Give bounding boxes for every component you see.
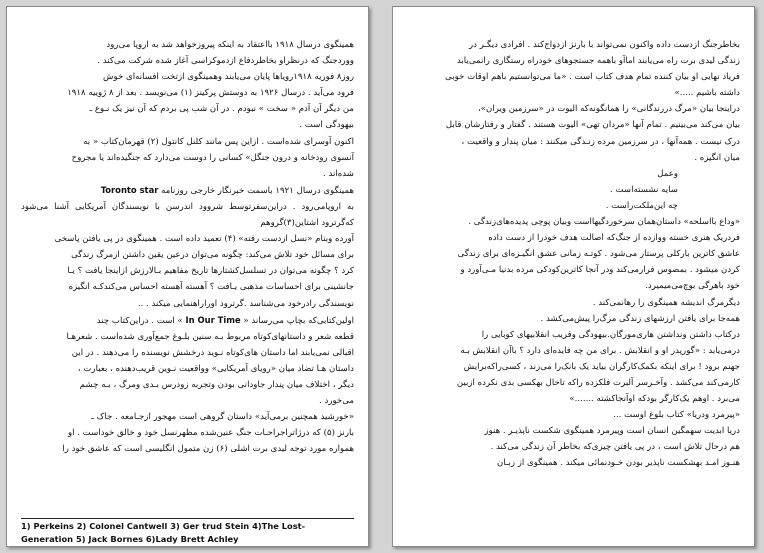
body-text: » است . دراین‌کتاب چند [96, 315, 186, 326]
text-line [21, 312, 354, 329]
text-line: هم درحال تلاش است ، در پی یافتن چیزی‌که بخاطر آن زندگی می‌کند . [490, 442, 740, 453]
text-line: درمی‌یابد : «گورپدر او و انقلابش . برای من چه فایده‌ای دارد ؟ باآن انقلابش بـه [460, 345, 740, 356]
text-line: دیگرمرگ اندیشه همینگوی را رهانمی‌کند . [592, 297, 740, 308]
text-line: درک نیست . همه‌آنها ، در سرزمین مرده زنـدگی میکنند : میان پندار و واقعیت ، [461, 136, 740, 147]
text-line: فریاد نهایی او بیان کننده تمام هدف کتاب است . «ما می‌توانستیم باهم اوقات خوبی [445, 72, 740, 83]
body-text: اولین‌کتابی‌که بچاپ می‌رساند « [240, 315, 354, 326]
footnote-line: 1) Perkeins 2) Colonel Cantwell 3) Ger trud Stein 4)The Lost- [21, 521, 306, 531]
text-line: ووردجنگ که درنظراو بخاطردفاع ازدموکراسی آغاز شده شرکت می‌کند . [97, 56, 354, 67]
text-line: فرود می‌آید . درسال ۱۹۲۶ به دوستش پرکینز (۱) می‌نویسد . بعد از ۸ ژوییه ۱۹۱۸ [67, 88, 354, 99]
text-line: می‌برد . اوهم یک‌کارگر بودکه اوآنجاکشته .......» [569, 394, 740, 405]
text-line: «پیرمرد ودریا» کتاب بلوغ اوست ... [613, 410, 740, 421]
text-line: همه‌جا برای یافتن ارزشهای زندگی مرگ‌را پیش‌می‌کشد . [540, 313, 740, 324]
text-line: داستان هـا تضاد میان «رویای آمریکایی» وواقعیت نـوین قریب‌دهنده ، بعبارت ، [77, 363, 354, 374]
text-line: درکتاب داشتن ونداشتن هاری‌مورگان‌.بیهودگی وفریب انقلابیهای کوبایی را [481, 329, 740, 340]
text-line: بارنز (۵) که درژاتراجراحـات جنگ عنین‌شده مظهرنسل خود و خالق خوداست . او [67, 428, 354, 439]
text-line: خود باهرگی بوچ‌می‌میمیرد. [645, 281, 740, 292]
right-page [392, 6, 755, 547]
text-line: جهنم برود ! برای اینکه بکمک‌کارگران بیاید یک بانک‌را می‌زند ، کسی‌راکه‌برایش [463, 361, 740, 372]
latin-term: Toronto star [100, 184, 159, 195]
text-line: اقبالی نمی‌یابند اما داستان های‌کوتاه نـوید درخشش نویسنده را می‌دهند . در این [71, 347, 354, 358]
text-line: کارمی‌کند می‌کشد . وآخـرسر آلبرت فلکزده راکه تاحال بهکسی بدی نکرده ازبین [456, 377, 740, 388]
text-line: نویسندگی رادرخود می‌شناسد .گرترود اوراراهنمایی میکند . .. [137, 298, 354, 309]
text-line: دراینجا بیان «مرگ دررندگانی» را همانگونه‌که الیوت در «سرزمین ویران»، [477, 104, 740, 115]
text-line: کرد ؟ چگونه می‌توان در تسلسل‌کشتارها تاریخ مفاهیم بـالارزش ازاینجا یافت ؟ یـا [67, 266, 354, 277]
text-line: آورده وبنام «نسل ازدست رفته» (۴) تعمید داده است . همینگوی در پی یافتن پاسخی [54, 234, 354, 245]
text-line: بیان می‌کند می‌بینیم . تمام آنها «مردان تهی» الیوت هستند . گفتار و رفتارشان قابل [445, 120, 740, 131]
text-line: همینگوی درسال ۱۹۱۸ بااعتقاد به اینکه پیروزخواهد شد به اروپا می‌رود [106, 40, 354, 50]
text-line: فردریک هنری خسته ووازده از جنگ‌که اصالت هدف خودرا از دست داده [488, 233, 740, 244]
verse-line: چه این‌ملکت‌راست . [605, 200, 678, 211]
text-line: «خورشید همچنین برمی‌آید» داستان گروهی است مهجور ازجـامعه . جاک ـ [91, 412, 354, 423]
text-line: آنسوی رودخانه و درون جنگل» کسانی را دوست می‌دارد که جنگیده‌اند یا مجروح [71, 152, 354, 163]
verse-line: سایه نشسته‌است . [610, 184, 678, 195]
text-line: برای مسائل خود تلاش می‌کند: چگونه می‌توان درعین یقین داشتن ازمرگ زندگی [71, 250, 354, 261]
text-line: میان انگیزه . [694, 152, 740, 163]
text-line: «وداع بااسلحه» داستان‌همان سرخوردگیهااست وبیان پوچی پدیده‌های‌زندگی . [468, 217, 740, 228]
text-line: شده‌اند . [323, 168, 354, 179]
text-line: داشته باشیم .....» [674, 88, 740, 99]
text-line: زندگی لیدی برت راه می‌یابند اماآو باهمه جستجوهای خودراه رستگاری رانمی‌یابد [456, 56, 740, 67]
footnote-line: Generation 5) Jack Bornes 6)Lady Brett Achley [21, 533, 239, 544]
right-page-text [407, 37, 740, 472]
text-line: قطعه شعر و داستانهای‌کوتاه مربوط بـه سنین بلـوغ جمع‌آوری شده‌است . شعرهـا [66, 331, 354, 342]
text-line: من دیگر آن آدم « سخت » نبودم . در آن شب پی بردم که آن نیز یک نـوع ـ [89, 104, 354, 115]
text-line: جانشینی برای احساسات مذهبی یـافت ؟ آهسته آهسته احساس می‌کندکـه انگیزه [68, 282, 354, 293]
footnotes [21, 520, 354, 545]
text-line: عاشق کاترین باركلی پرستار می‌شود . کوتـه زمانی عشق انگیـزه‌ای برای زندگی [457, 249, 740, 260]
text-line: بخاطرجنگ ازدست داده واکنون نمی‌تواند با بارنز ازدواج‌کند . افرادی دیگـر در [468, 40, 740, 50]
text-line: روز۸ فوریه ۱۹۱۸رویاها پایان می‌یابند وهمینگوی ازتخت افسانه‌ای خوش [103, 72, 354, 83]
text-line: می‌خورد . [319, 396, 354, 407]
text-line: به اروپامی‌رود . دراین‌سفرتوسط شروود اندرسن با نویسندگان آمریکایی آشنا می‌شود که‌گرترود اشتاین(۳)گروهم [21, 201, 354, 229]
text-line: اکنون آوسرای شده‌است . ازاین پس مانند کلنل کانتول (۲) قهرمان‌کتاب « به [83, 136, 354, 147]
text-line [21, 182, 354, 199]
text-line: دیگر ، اختلاف میان پندار جاودانی بودن وتجربه زودرس بـدی ومرگ ، بـه چشم [79, 379, 354, 390]
left-page [6, 6, 369, 547]
text-line: کردن میشود . بمصوس فرارمی‌کند ودر آنجا کاترین‌کودکی مرده بدنیا مـی‌آورد و [460, 265, 740, 276]
text-line: دریا ابدیت سهمگین انسان است وپیرمرد همینگوی شکست ناپذیـر . هنوز [484, 426, 740, 437]
text-line: بیهودگی است . [299, 120, 354, 131]
text-line: هنـوز امـد بهشکست ناپذیر بودن خـودنمائی میکند . همینگوی از زبـان [497, 458, 740, 469]
verse-line: وعمل [657, 168, 678, 179]
left-page-text [21, 37, 354, 457]
footnote-divider [21, 518, 354, 519]
latin-term: In Our Time [185, 314, 241, 325]
body-text: همینگوی درسال ۱۹۲۱ باسمت خبرنگار خارجی روزنامه [161, 185, 354, 196]
text-line: همواره مورد توجه لیدی برت اشلی (۶) زن متمول انگلیسی است که عاشق خود را [62, 444, 354, 455]
